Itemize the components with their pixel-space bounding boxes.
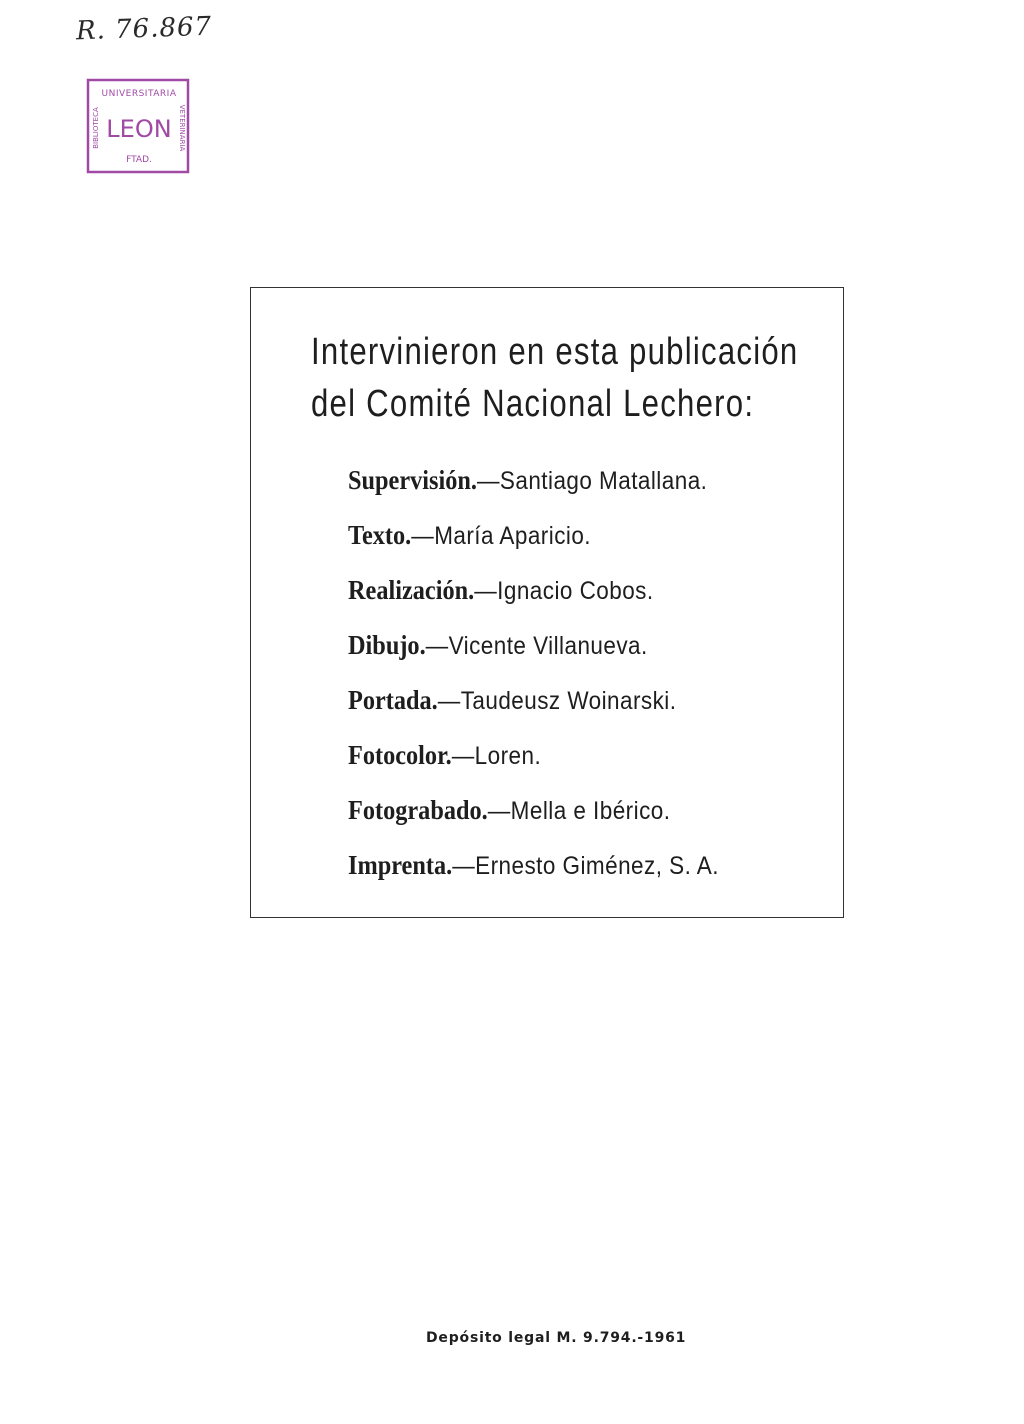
credits-list <box>348 453 760 893</box>
credit-name: María Aparicio. <box>434 522 592 550</box>
credit-role: Realización. <box>348 575 475 605</box>
credit-item-realizacion <box>348 563 719 618</box>
credit-separator: — <box>452 852 476 880</box>
credit-role: Portada. <box>348 685 438 715</box>
credit-role: Imprenta. <box>348 850 453 880</box>
credit-name: Mella e Ibérico. <box>510 797 671 825</box>
credit-name: Vicente Villanueva. <box>448 632 648 660</box>
stamp-right-text: VETERINARIA <box>178 104 186 152</box>
credit-separator: — <box>425 632 449 660</box>
library-stamp <box>84 76 194 176</box>
credit-separator: — <box>474 577 498 605</box>
credits-heading <box>311 326 799 430</box>
credit-role: Supervisión. <box>348 465 477 495</box>
credit-item-fotocolor <box>348 728 719 783</box>
credit-role: Dibujo. <box>348 630 426 660</box>
credit-separator: — <box>476 467 500 495</box>
credit-name: Loren. <box>474 742 542 770</box>
stamp-bottom-text: FTAD. <box>126 155 152 165</box>
stamp-left-text: BIBLIOTECA <box>92 107 100 149</box>
legal-deposit-notice: Depósito legal M. 9.794.-1961 <box>426 1330 687 1346</box>
credit-item-portada <box>348 673 719 728</box>
credit-separator: — <box>487 797 511 825</box>
credit-item-imprenta <box>348 838 719 893</box>
credits-heading-line-1: Intervinieron en esta publicación <box>311 331 799 373</box>
credit-item-dibujo <box>348 618 719 673</box>
credit-separator: — <box>451 742 475 770</box>
credit-name: Santiago Matallana. <box>499 467 708 495</box>
credit-name: Ignacio Cobos. <box>497 577 654 605</box>
credit-role: Fotograbado. <box>348 795 488 825</box>
credit-item-supervision <box>348 453 719 508</box>
handwritten-catalog-number: R. 76.867 <box>75 11 213 47</box>
credit-name: Ernesto Giménez, S. A. <box>475 852 719 880</box>
credit-role: Fotocolor. <box>348 740 452 770</box>
credit-item-texto <box>348 508 719 563</box>
stamp-center-text: LEON <box>106 115 172 143</box>
credits-heading-line-2: del Comité Nacional Lechero: <box>311 383 755 425</box>
credit-separator: — <box>411 522 435 550</box>
credit-role: Texto. <box>348 520 412 550</box>
credit-item-fotograbado <box>348 783 719 838</box>
stamp-top-text: UNIVERSITARIA <box>101 89 177 99</box>
credit-name: Taudeusz Woinarski. <box>460 687 677 715</box>
credits-box <box>250 287 844 918</box>
credit-separator: — <box>437 687 461 715</box>
